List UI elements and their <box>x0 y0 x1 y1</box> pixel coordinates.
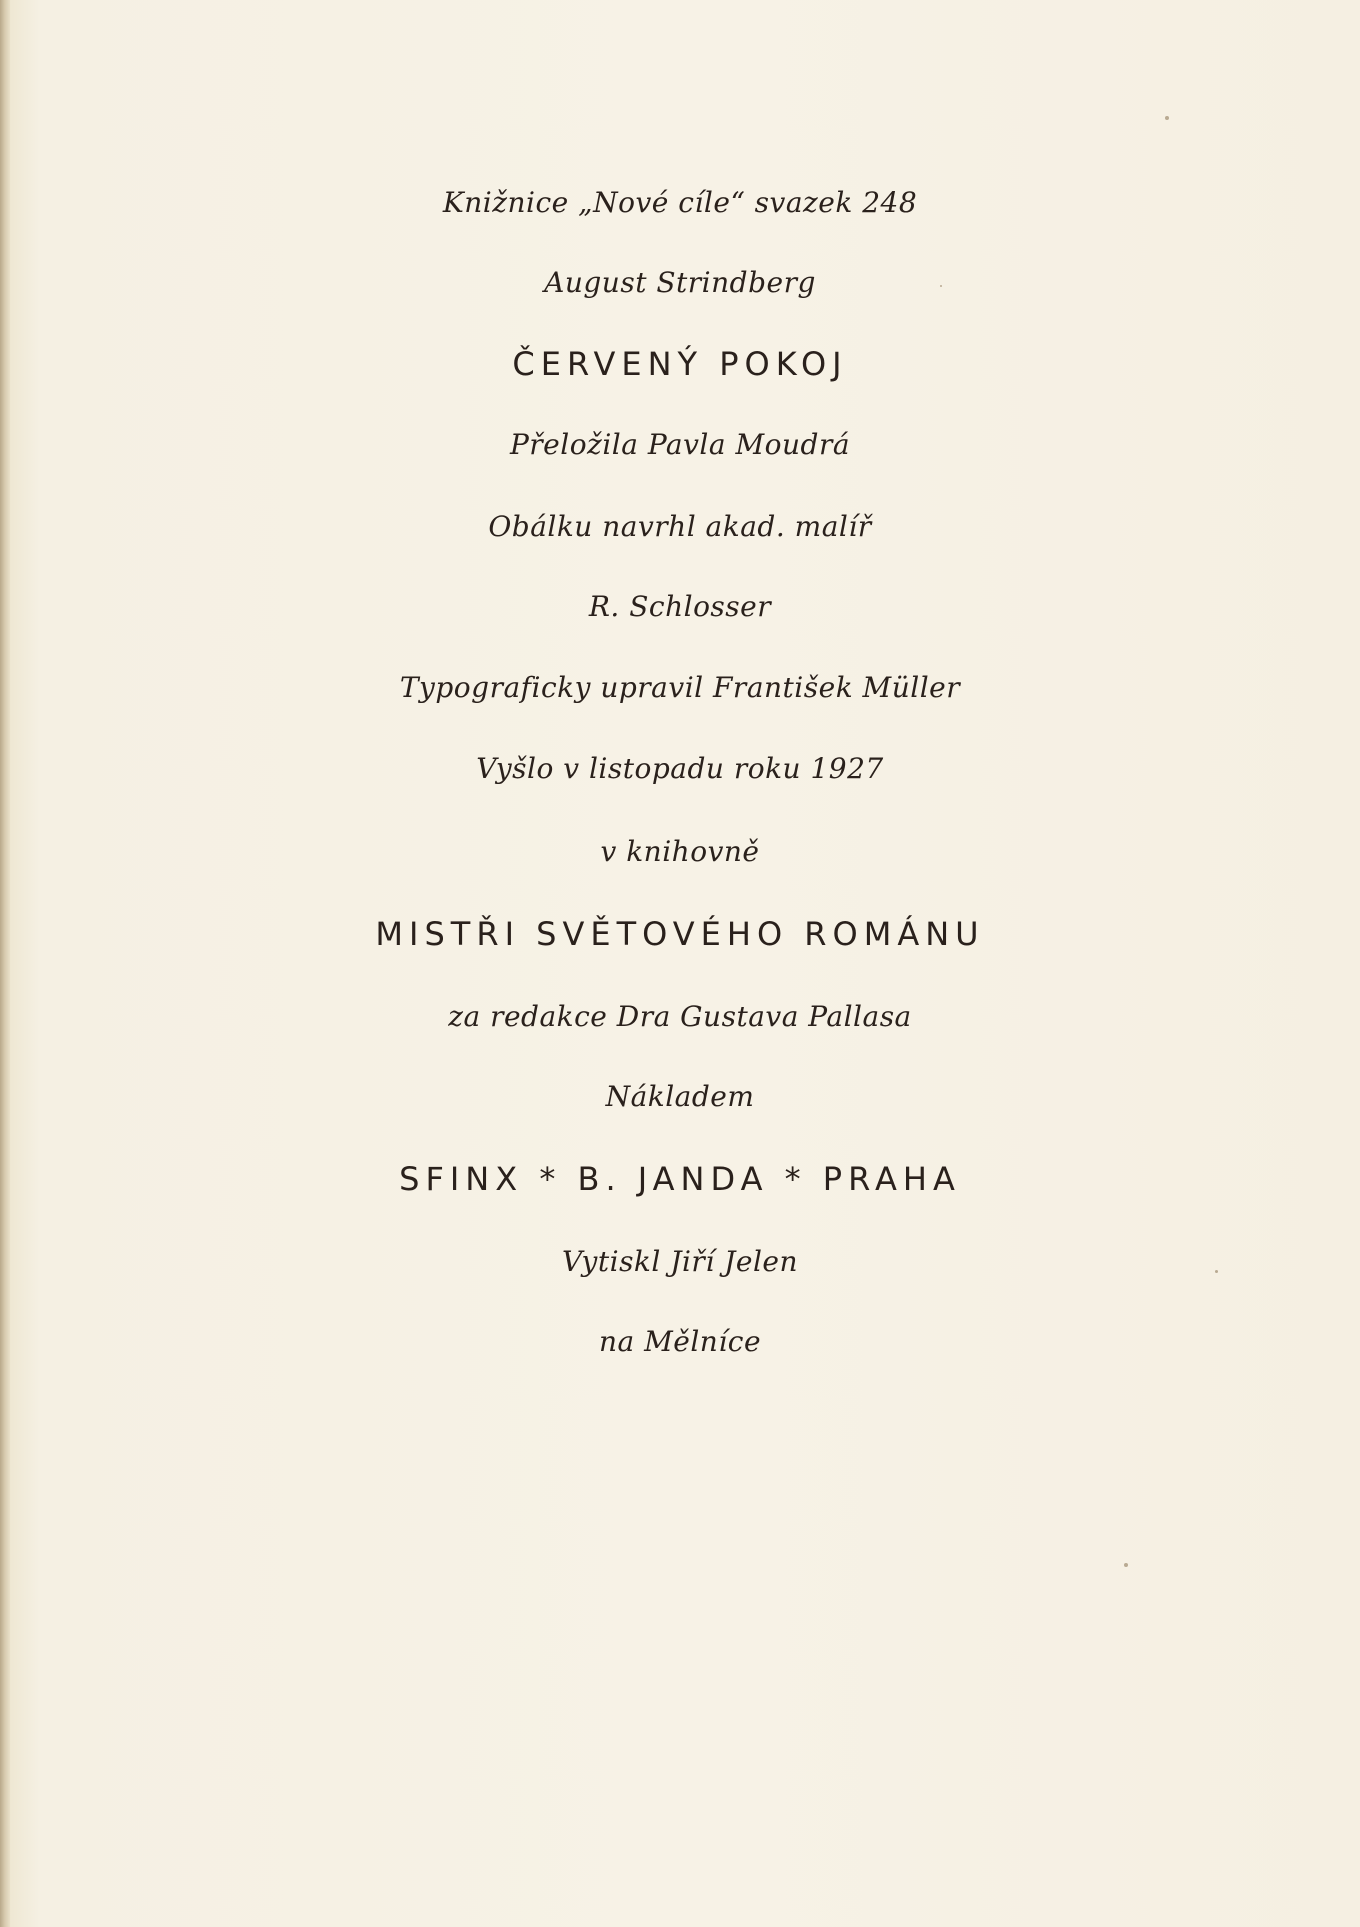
series-line: Knižnice „Nové cíle“ svazek 248 <box>442 186 918 219</box>
library-name: MISTŘI SVĚTOVÉHO ROMÁNU <box>375 915 985 953</box>
library-intro-line: v knihovně <box>600 835 760 868</box>
printer-place-line: na Mělníce <box>598 1325 762 1358</box>
typography-line: Typograficky upravil František Müller <box>399 671 961 704</box>
author-name: August Strindberg <box>544 266 816 299</box>
translator-line: Přeložila Pavla Moudrá <box>509 428 851 461</box>
paper-speck <box>1165 116 1169 120</box>
cover-artist-name: R. Schlosser <box>588 590 772 623</box>
publisher-intro-line: Nákladem <box>605 1080 755 1113</box>
publication-date-line: Vyšlo v listopadu roku 1927 <box>476 752 884 785</box>
paper-speck <box>940 285 942 287</box>
paper-speck <box>1124 1563 1128 1567</box>
book-title: ČERVENÝ POKOJ <box>512 345 848 383</box>
cover-designer-line: Obálku navrhl akad. malíř <box>488 510 872 543</box>
editor-line: za redakce Dra Gustava Pallasa <box>448 1000 912 1033</box>
paper-speck <box>1215 1270 1218 1273</box>
printer-line: Vytiskl Jiří Jelen <box>561 1245 799 1278</box>
publisher-name: SFINX * B. JANDA * PRAHA <box>399 1160 961 1198</box>
